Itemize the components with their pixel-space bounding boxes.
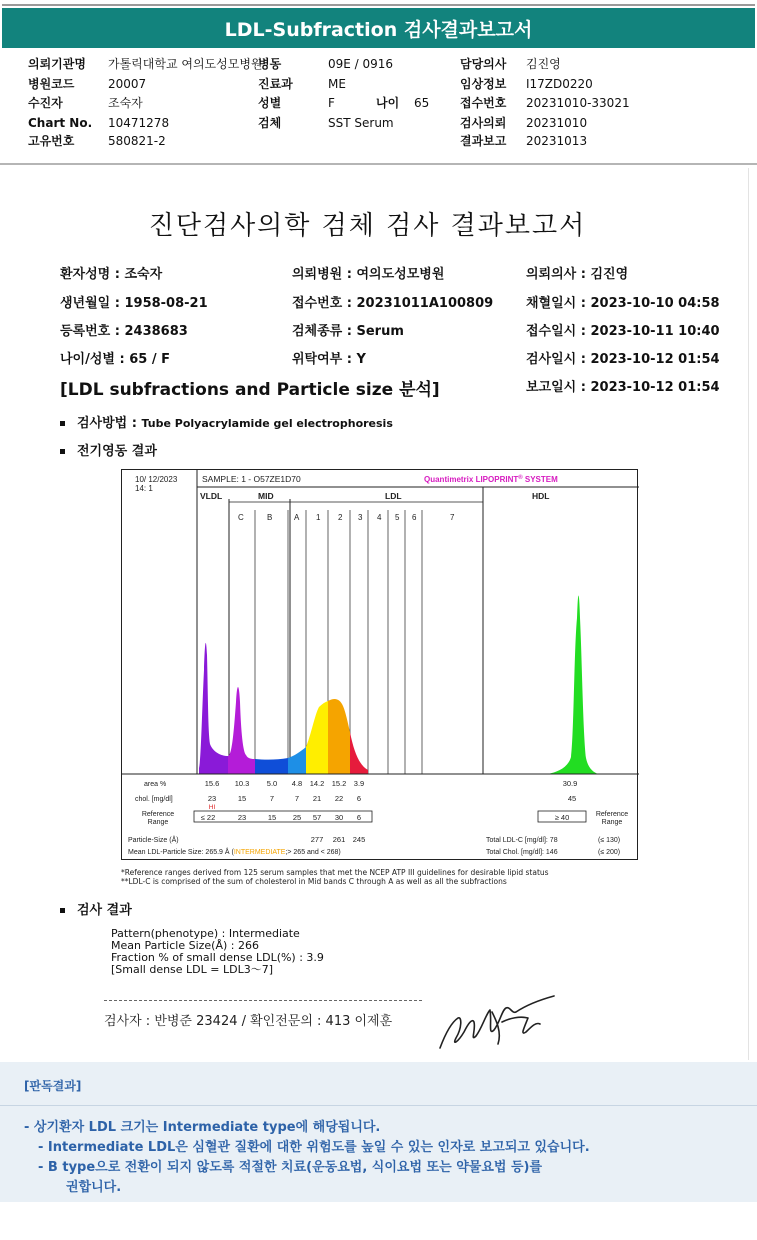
field-label: 고유번호	[28, 134, 75, 148]
group-label-vldl: VLDL	[200, 491, 223, 501]
group-label-mid: MID	[258, 491, 274, 501]
band-label-a: A	[294, 513, 300, 522]
hi-flag: HI	[208, 804, 216, 811]
field-value: 20007	[108, 77, 147, 91]
chol-ldl3: 6	[356, 794, 362, 803]
ref-vldl: ≤ 22	[200, 813, 216, 822]
field-value: 20231013	[526, 134, 588, 148]
trace-ldl-2	[328, 699, 350, 774]
field-label: 나이	[376, 96, 400, 110]
band-label-4: 4	[377, 513, 382, 522]
result-label: 검사 결과	[77, 903, 132, 918]
ref-c: 23	[237, 813, 247, 822]
judgment-line: - B type으로 전환이 되지 않도록 적절한 치료(운동요법, 식이요법 또는 약물요법 등)를	[38, 1160, 543, 1175]
chart-time: 14: 1	[135, 484, 153, 493]
electrophoresis-label: 전기영동 결과	[77, 444, 157, 459]
field-value: 10471278	[108, 116, 170, 130]
field-label: 접수번호	[460, 96, 507, 110]
lipoprint-chart	[121, 469, 638, 860]
field-value: 김진영	[526, 57, 561, 71]
registration-number: 등록번호 : 2438683	[60, 324, 188, 339]
field-value: SST Serum	[328, 116, 394, 130]
trace-mid-a	[288, 747, 306, 774]
band-label-c: C	[238, 513, 244, 522]
mean-particle-size: Mean LDL-Particle Size: 265.9 Å (INTERMEDIATE;> 265 and < 268)	[128, 849, 341, 856]
section-title: [LDL subfractions and Particle size 분석]	[60, 380, 440, 400]
area-b: 5.0	[266, 779, 278, 788]
ref-ldl1: 57	[312, 813, 322, 822]
field-label: 임상정보	[460, 77, 507, 91]
band-label-7: 7	[450, 513, 455, 522]
total-ldl: Total LDL-C [mg/dl]: 78	[486, 837, 558, 844]
field-value: 조숙자	[108, 96, 143, 110]
field-value: ME	[328, 77, 346, 91]
birth-date: 생년월일 : 1958-08-21	[60, 296, 208, 311]
signature-divider	[104, 1000, 422, 1001]
area-hdl: 30.9	[562, 779, 578, 788]
patient-name: 환자성명 : 조숙자	[60, 267, 163, 282]
area-ldl2: 15.2	[331, 779, 347, 788]
chol-a: 7	[294, 794, 300, 803]
trace-vldl	[199, 643, 228, 774]
field-label: 의뢰기관명	[28, 57, 86, 71]
area-ldl1: 14.2	[309, 779, 325, 788]
sample-id: SAMPLE: 1 - O57ZE1D70	[202, 474, 301, 484]
field-value: 20231010-33021	[526, 96, 630, 110]
area-vldl: 15.6	[204, 779, 220, 788]
area-a: 4.8	[291, 779, 303, 788]
field-label: 담당의사	[460, 57, 507, 71]
chol-ldl1: 21	[312, 794, 322, 803]
field-label: 검사의뢰	[460, 116, 507, 130]
chol-c: 15	[237, 794, 247, 803]
specimen-type: 검체종류 : Serum	[292, 324, 404, 339]
total-chol-ref: (≤ 200)	[598, 849, 621, 856]
band-label-3: 3	[358, 513, 363, 522]
chol-ldl2: 22	[334, 794, 344, 803]
chol-vldl: 23	[207, 794, 217, 803]
top-rule	[2, 4, 755, 6]
trace-ldl-1	[306, 701, 328, 774]
test-datetime: 검사일시 : 2023-10-12 01:54	[526, 352, 720, 367]
trace-ldl-3	[350, 732, 368, 774]
row-label-area: area %	[144, 781, 167, 788]
judgment-heading: [판독결과]	[24, 1079, 82, 1093]
field-value: 20231010	[526, 116, 588, 130]
outsourced-flag: 위탁여부 : Y	[292, 352, 366, 367]
field-value: 가톨릭대학교 여의도성모병원	[108, 57, 263, 71]
method-item	[60, 412, 393, 431]
particle-size-2: 261	[332, 835, 346, 844]
field-label: 병동	[258, 57, 282, 71]
band-label-6: 6	[412, 513, 417, 522]
result-item	[60, 899, 132, 918]
requesting-hospital: 의뢰병원 : 여의도성모병원	[292, 267, 445, 282]
field-value: I17ZD0220	[526, 77, 593, 91]
area-c: 10.3	[234, 779, 250, 788]
ref-a: 25	[292, 813, 302, 822]
signature-line: 검사자 : 반병준 23424 / 확인전문의 : 413 이제훈	[104, 1014, 393, 1029]
result-small-dense-def: [Small dense LDL = LDL3～7]	[111, 963, 274, 976]
field-label: 결과보고	[460, 134, 507, 148]
report-datetime: 보고일시 : 2023-10-12 01:54	[526, 380, 720, 395]
page-title: LDL-Subfraction 검사결과보고서	[2, 8, 755, 48]
total-ldl-ref: (≤ 130)	[598, 837, 621, 844]
judgment-header	[0, 1062, 757, 1104]
handwritten-signature	[432, 992, 562, 1058]
report-title: 진단검사의학 검체 검사 결과보고서	[148, 211, 587, 241]
area-ldl3: 3.9	[353, 779, 365, 788]
row-label-ref: Reference Range	[141, 811, 175, 826]
trace-mid-b	[255, 758, 288, 774]
field-label: 성별	[258, 96, 282, 110]
field-value: F	[328, 96, 335, 110]
total-chol: Total Chol. [mg/dl]: 146	[486, 849, 558, 856]
field-label: 진료과	[258, 77, 293, 91]
field-label: 수진자	[28, 96, 63, 110]
ref-b: 15	[267, 813, 277, 822]
requesting-doctor: 의뢰의사 : 김진영	[526, 267, 629, 282]
chol-hdl: 45	[567, 794, 577, 803]
judgment-divider	[0, 1105, 757, 1106]
row-label-chol: chol. [mg/dl]	[135, 796, 173, 803]
judgment-line: - 상기환자 LDL 크기는 Intermediate type에 해당됩니다.	[24, 1120, 381, 1135]
bullet-icon	[60, 421, 65, 426]
field-label: 검체	[258, 116, 282, 130]
chol-b: 7	[269, 794, 275, 803]
system-brand: Quantimetrix LIPOPRINT® SYSTEM	[424, 475, 558, 484]
method-label: 검사방법 :	[77, 416, 137, 431]
receipt-datetime: 접수일시 : 2023-10-11 10:40	[526, 324, 720, 339]
field-value: 580821-2	[108, 134, 166, 148]
judgment-panel	[0, 1062, 757, 1202]
field-label: Chart No.	[28, 116, 93, 130]
chart-date: 10/ 12/2023	[135, 475, 178, 484]
electrophoresis-item	[60, 440, 157, 459]
ref-ldl3: 6	[356, 813, 362, 822]
ref-hdl: ≥ 40	[554, 813, 570, 822]
footnote-reference: *Reference ranges derived from 125 serum samples that met the NCEP ATP III guidelines for desirable lipid status	[121, 868, 549, 877]
footnote-ldl: **LDL-C is comprised of the sum of cholesterol in Mid bands C through A as well as all the subfractions	[121, 877, 507, 886]
particle-size-label: Particle-Size (Å)	[128, 837, 179, 844]
result-mean-size: Mean Particle Size(Å) : 266	[111, 939, 259, 952]
field-value: 09E / 0916	[328, 57, 394, 71]
trace-mid-c	[228, 687, 255, 774]
band-label-1: 1	[316, 513, 321, 522]
band-label-5: 5	[395, 513, 400, 522]
receipt-number: 접수번호 : 20231011A100809	[292, 296, 494, 311]
band-label-2: 2	[338, 513, 343, 522]
trace-hdl	[548, 596, 598, 775]
report-document	[0, 168, 749, 1060]
method-value: Tube Polyacrylamide gel electrophoresis	[141, 417, 393, 430]
judgment-line: 권합니다.	[66, 1180, 122, 1195]
result-pattern: Pattern(phenotype) : Intermediate	[111, 927, 300, 940]
result-summary	[111, 928, 324, 976]
band-label-b: B	[267, 513, 273, 522]
group-label-hdl: HDL	[532, 491, 550, 501]
field-label: 병원코드	[28, 77, 75, 91]
header-divider	[0, 163, 757, 165]
bullet-icon	[60, 449, 65, 454]
particle-size-1: 277	[310, 835, 324, 844]
ref-ldl2: 30	[334, 813, 344, 822]
judgment-line: - Intermediate LDL은 심혈관 질환에 대한 위험도를 높일 수 있는 인자로 보고되고 있습니다.	[38, 1140, 590, 1155]
result-small-dense-fraction: Fraction % of small dense LDL(%) : 3.9	[111, 951, 324, 964]
particle-size-3: 245	[352, 835, 366, 844]
group-label-ldl: LDL	[385, 491, 402, 501]
age-sex: 나이/성별 : 65 / F	[60, 352, 171, 367]
hdl-ref-label: Reference Range	[595, 811, 629, 826]
collection-datetime: 채혈일시 : 2023-10-10 04:58	[526, 296, 720, 311]
bullet-icon	[60, 908, 65, 913]
field-value: 65	[414, 96, 430, 110]
